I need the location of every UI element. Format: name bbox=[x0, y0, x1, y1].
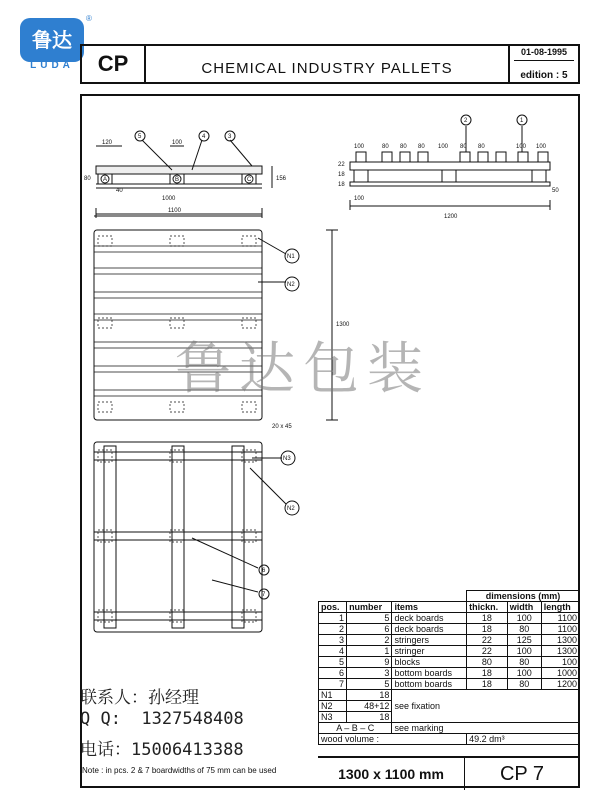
dim-end-10: 1200 bbox=[444, 214, 458, 220]
header-date: 01-08-1995 bbox=[520, 47, 568, 57]
cell-pos: N1 bbox=[319, 690, 347, 701]
cell-pos: 1 bbox=[319, 613, 347, 624]
cell-length: 100 bbox=[541, 657, 579, 668]
dim-end-12: 22 bbox=[338, 162, 345, 168]
col-items: items bbox=[392, 602, 467, 613]
cell-length: 1000 bbox=[541, 668, 579, 679]
cell-thickness: 18 bbox=[467, 668, 508, 679]
cell-number: 9 bbox=[347, 657, 392, 668]
col-width: width bbox=[507, 602, 541, 613]
side-letter-a: A bbox=[103, 177, 108, 183]
cell-pos: N3 bbox=[319, 712, 347, 723]
col-thickness: thickn. bbox=[467, 602, 508, 613]
dim-top-nail: 20 x 45 bbox=[272, 424, 292, 430]
cell-length: 1300 bbox=[541, 635, 579, 646]
wood-volume-label: wood volume : bbox=[319, 734, 467, 745]
contact-person: 联系人：孙经理 bbox=[80, 688, 199, 708]
table-row bbox=[319, 624, 580, 635]
page-title: CHEMICAL INDUSTRY PALLETS bbox=[144, 44, 510, 84]
registered-mark: ® bbox=[86, 14, 92, 23]
label-n2-top: N2 bbox=[287, 282, 295, 288]
col-pos: pos. bbox=[319, 602, 347, 613]
dim-end-6: 80 bbox=[460, 144, 467, 150]
label-6: 6 bbox=[262, 568, 266, 574]
table-row bbox=[319, 668, 580, 679]
label-7: 7 bbox=[262, 592, 266, 598]
marker-2: 2 bbox=[464, 118, 468, 124]
dim-side-3: 1000 bbox=[162, 196, 176, 202]
cell-number: 5 bbox=[347, 613, 392, 624]
table-row-n3 bbox=[319, 712, 580, 723]
cell-width: 80 bbox=[507, 624, 541, 635]
side-letter-b: B bbox=[175, 177, 180, 183]
end-view bbox=[350, 115, 550, 210]
table-header-row bbox=[319, 602, 580, 613]
footer-note: Note : in pcs. 2 & 7 boardwidths of 75 mm can be used bbox=[82, 766, 277, 775]
luda-logo-sub: LUDA bbox=[30, 60, 74, 71]
marker-5: 5 bbox=[138, 134, 142, 140]
table-row bbox=[319, 635, 580, 646]
cell-thickness: 22 bbox=[467, 646, 508, 657]
label-n1: N1 bbox=[287, 254, 295, 260]
dim-end-14: 18 bbox=[338, 182, 345, 188]
dim-end-13: 18 bbox=[338, 172, 345, 178]
dimensions-header: dimensions (mm) bbox=[467, 591, 580, 602]
dim-side-4: 1100 bbox=[168, 208, 181, 214]
marker-1: 1 bbox=[520, 118, 524, 124]
table-row-wood bbox=[319, 734, 580, 745]
cell-item: bottom boards bbox=[392, 679, 467, 690]
cell-pos: 7 bbox=[319, 679, 347, 690]
cell-pos: 6 bbox=[319, 668, 347, 679]
cell-thickness: 18 bbox=[467, 624, 508, 635]
header-edition: edition : 5 bbox=[520, 70, 568, 81]
dim-side-1: 120 bbox=[102, 140, 113, 146]
label-n3: N3 bbox=[283, 456, 291, 462]
contact-qq: Q Q: 1327548408 bbox=[80, 709, 244, 729]
cell-item: deck boards bbox=[392, 624, 467, 635]
cell-number: 48+12 bbox=[347, 701, 392, 712]
dim-end-9: 100 bbox=[536, 144, 547, 150]
side-view bbox=[96, 131, 272, 218]
label-n2-bottom: N2 bbox=[287, 506, 295, 512]
cell-thickness: 18 bbox=[467, 679, 508, 690]
pallet-size: 1300 x 1100 mm bbox=[318, 756, 465, 790]
cell-length: 1100 bbox=[541, 613, 579, 624]
cell-length: 1100 bbox=[541, 624, 579, 635]
cell-item: stringers bbox=[392, 635, 467, 646]
dim-end-8: 100 bbox=[516, 144, 527, 150]
wood-volume-value: 49.2 dm³ bbox=[467, 734, 580, 745]
table-row-abc bbox=[319, 723, 580, 734]
col-number: number bbox=[347, 602, 392, 613]
dim-end-15: 100 bbox=[354, 196, 365, 202]
cell-width: 80 bbox=[507, 657, 541, 668]
abc-label: A – B – C bbox=[319, 723, 392, 734]
cell-length: 1300 bbox=[541, 646, 579, 657]
cell-number: 5 bbox=[347, 679, 392, 690]
cell-width: 100 bbox=[507, 668, 541, 679]
cell-number: 2 bbox=[347, 635, 392, 646]
dim-end-11: 50 bbox=[552, 188, 559, 194]
cell-pos: 5 bbox=[319, 657, 347, 668]
dim-end-5: 100 bbox=[438, 144, 449, 150]
cell-thickness: 18 bbox=[467, 613, 508, 624]
col-length: length bbox=[541, 602, 579, 613]
dim-end-4: 80 bbox=[418, 144, 425, 150]
dim-side-6: 80 bbox=[84, 176, 91, 182]
marker-3: 3 bbox=[228, 134, 232, 140]
marking-note: see marking bbox=[392, 723, 580, 734]
cell-item: stringer bbox=[392, 646, 467, 657]
parts-table bbox=[318, 590, 580, 745]
cell-number: 18 bbox=[347, 712, 392, 723]
header-code: CP bbox=[80, 44, 146, 84]
dim-top-length: 1300 bbox=[336, 322, 350, 328]
dim-end-7: 80 bbox=[478, 144, 485, 150]
cell-width: 100 bbox=[507, 613, 541, 624]
cell-thickness: 80 bbox=[467, 657, 508, 668]
cell-number: 3 bbox=[347, 668, 392, 679]
table-row bbox=[319, 679, 580, 690]
cell-number: 6 bbox=[347, 624, 392, 635]
cell-width: 125 bbox=[507, 635, 541, 646]
fixation-note: see fixation bbox=[392, 701, 580, 712]
cell-pos: 2 bbox=[319, 624, 347, 635]
table-row bbox=[319, 657, 580, 668]
cell-item: deck boards bbox=[392, 613, 467, 624]
cell-length: 1200 bbox=[541, 679, 579, 690]
dim-end-1: 100 bbox=[354, 144, 365, 150]
header-divider bbox=[514, 60, 574, 61]
dim-end-3: 80 bbox=[400, 144, 407, 150]
cell-item: blocks bbox=[392, 657, 467, 668]
luda-logo: 鲁达 bbox=[20, 18, 84, 62]
dim-end-2: 80 bbox=[382, 144, 389, 150]
side-letter-c: C bbox=[247, 177, 252, 183]
cell-pos: 3 bbox=[319, 635, 347, 646]
dim-side-5: 40 bbox=[116, 188, 123, 194]
table-row-n2 bbox=[319, 701, 580, 712]
cell-pos: N2 bbox=[319, 701, 347, 712]
cell-thickness: 22 bbox=[467, 635, 508, 646]
header-meta bbox=[508, 44, 580, 84]
watermark: 鲁达包装 bbox=[175, 337, 431, 402]
cell-number: 1 bbox=[347, 646, 392, 657]
marker-4: 4 bbox=[202, 134, 206, 140]
table-row-n1 bbox=[319, 690, 580, 701]
pallet-code: CP 7 bbox=[464, 756, 580, 790]
dim-side-7: 156 bbox=[276, 176, 287, 182]
dim-side-2: 100 bbox=[172, 140, 183, 146]
table-header-group bbox=[319, 591, 580, 602]
cell-item: bottom boards bbox=[392, 668, 467, 679]
cell-number: 18 bbox=[347, 690, 392, 701]
table-row bbox=[319, 646, 580, 657]
cell-width: 80 bbox=[507, 679, 541, 690]
cell-pos: 4 bbox=[319, 646, 347, 657]
contact-phone: 电话：15006413388 bbox=[80, 740, 244, 760]
cell-width: 100 bbox=[507, 646, 541, 657]
table-row bbox=[319, 613, 580, 624]
